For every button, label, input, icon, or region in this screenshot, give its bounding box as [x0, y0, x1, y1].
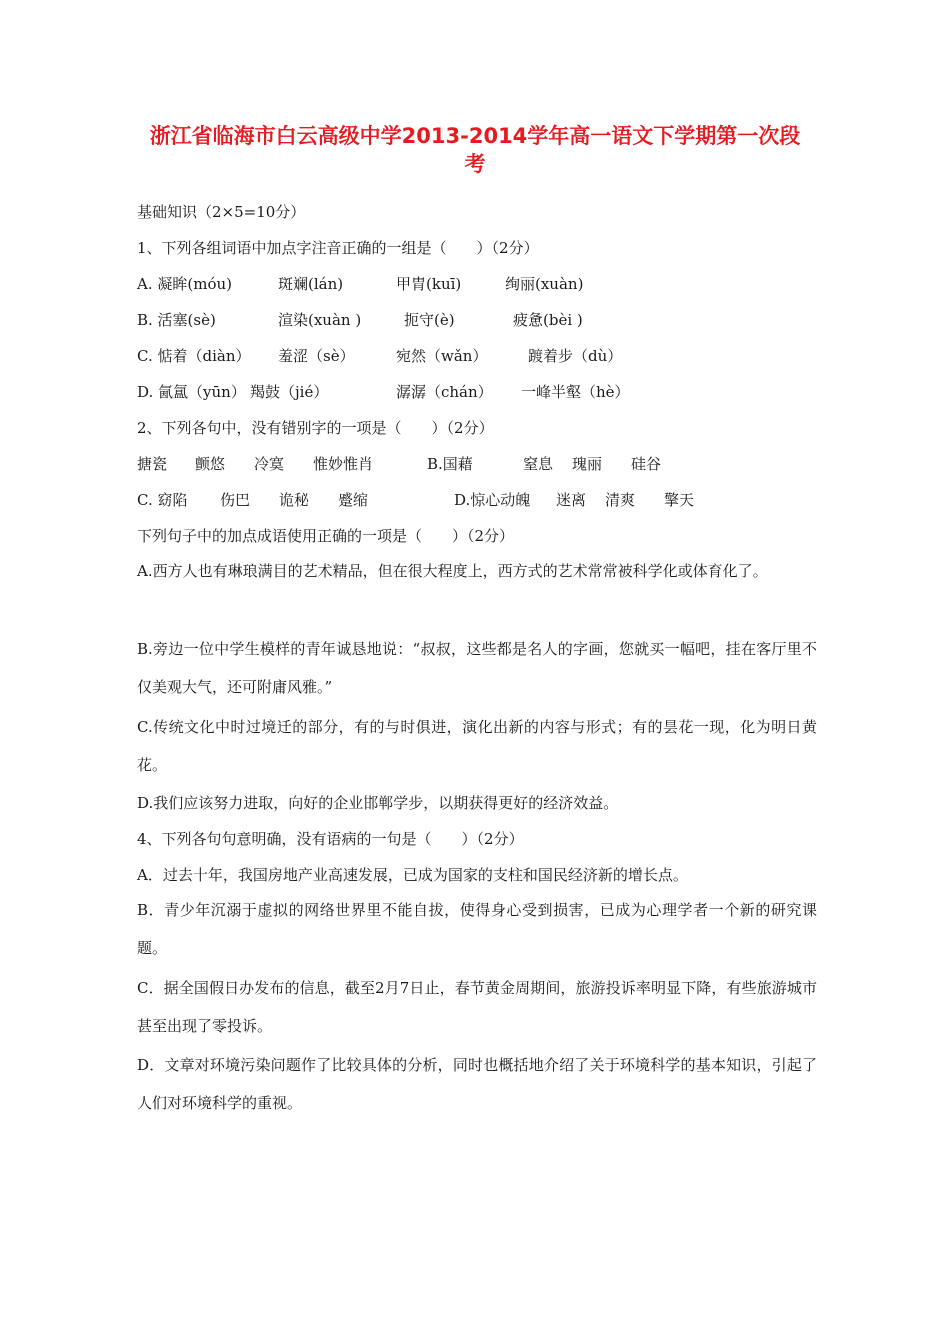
q2-r1-7: 瑰丽 [572, 455, 603, 473]
q3-option-a: A.西方人也有琳琅满目的艺术精品，但在很大程度上，西方式的艺术常常被科学化或体育化了。 [137, 562, 768, 580]
q1-a-4: 绚丽(xuàn) [505, 275, 584, 293]
title-line-2: 考 [464, 152, 486, 176]
q3-option-b: B.旁边一位中学生模样的青年诚恳地说：“叔叔，这些都是名人的字画，您就买一幅吧，挂在客厅里不仅美观大气，还可附庸风雅。” [137, 640, 817, 696]
q1-stem: 1、下列各组词语中加点字注音正确的一组是（ ）（2分） [137, 239, 539, 257]
q2-r2-7: 清爽 [605, 491, 636, 509]
q2-stem: 2、下列各句中，没有错别字的一项是（ ）（2分） [137, 419, 494, 437]
q2-r2-8: 擎天 [664, 491, 695, 509]
q1-d-2: 羯鼓（jié） [250, 383, 329, 401]
section-heading: 基础知识（2×5=10分） [137, 203, 306, 221]
q2-r1-6: 窒息 [523, 455, 554, 473]
title-line-1: 浙江省临海市白云高级中学2013-2014学年高一语文下学期第一次段 [149, 124, 801, 148]
q4-option-c: C．据全国假日办发布的信息，截至2月7日止，春节黄金周期间，旅游投诉率明显下降，有些旅游城市甚至出现了零投诉。 [137, 979, 817, 1035]
q1-d-4: 一峰半壑（hè） [521, 383, 630, 401]
q2-r2-6: 迷离 [556, 491, 587, 509]
q1-a-2: 斑斓(lán) [278, 275, 344, 293]
q1-d-3: 潺潺（chán） [396, 383, 493, 401]
q1-c-3: 宛然（wǎn） [396, 347, 488, 365]
q4-option-d: D．文章对环境污染问题作了比较具体的分析，同时也概括地介绍了关于环境科学的基本知识，引起了人们对环境科学的重视。 [137, 1056, 817, 1112]
q2-r1-5: B.国藉 [427, 455, 473, 473]
q2-r1-4: 惟妙惟肖 [313, 455, 374, 473]
q1-c-4: 踱着步（dù） [528, 347, 623, 365]
q2-r1-2: 颤悠 [195, 455, 226, 473]
q1-c-2: 羞涩（sè） [278, 347, 355, 365]
q1-b-1: B. 活塞(sè) [137, 311, 216, 329]
q3-option-d: D.我们应该努力进取，向好的企业邯郸学步，以期获得更好的经济效益。 [137, 794, 619, 812]
q2-r2-5: D.惊心动魄 [454, 491, 531, 509]
q1-b-2: 渲染(xuàn ) [278, 311, 362, 329]
q2-r2-4: 蹙缩 [338, 491, 369, 509]
q2-r1-1: 搪瓷 [137, 455, 168, 473]
q1-d-1: D. 氤氲（yūn） [137, 383, 246, 401]
q2-r2-1: C. 窈陷 [137, 491, 188, 509]
q2-r1-8: 硅谷 [631, 455, 662, 473]
q3-option-c: C.传统文化中时过境迁的部分，有的与时俱进，演化出新的内容与形式；有的昙花一现，化为明日黄花。 [137, 718, 817, 774]
q2-r1-3: 冷寞 [254, 455, 285, 473]
q1-a-3: 甲胄(kuī) [396, 275, 462, 293]
q4-option-b: B．青少年沉溺于虚拟的网络世界里不能自拔，使得身心受到损害，已成为心理学者一个新的研究课题。 [137, 901, 817, 957]
document-title [130, 122, 820, 178]
q4-option-a: A．过去十年，我国房地产业高速发展，已成为国家的支柱和国民经济新的增长点。 [137, 866, 688, 884]
q1-b-4: 疲惫(bèi ) [513, 311, 583, 329]
q4-stem: 4、下列各句句意明确，没有语病的一句是（ ）（2分） [137, 830, 524, 848]
q2-r2-3: 诡秘 [279, 491, 310, 509]
q1-a-1: A. 凝眸(móu) [137, 275, 232, 293]
q2-r2-2: 伤巴 [220, 491, 251, 509]
q1-b-3: 扼守(è) [404, 311, 455, 329]
q1-c-1: C. 惦着（diàn） [137, 347, 251, 365]
q3-stem: 下列句子中的加点成语使用正确的一项是（ ）（2分） [137, 527, 515, 545]
